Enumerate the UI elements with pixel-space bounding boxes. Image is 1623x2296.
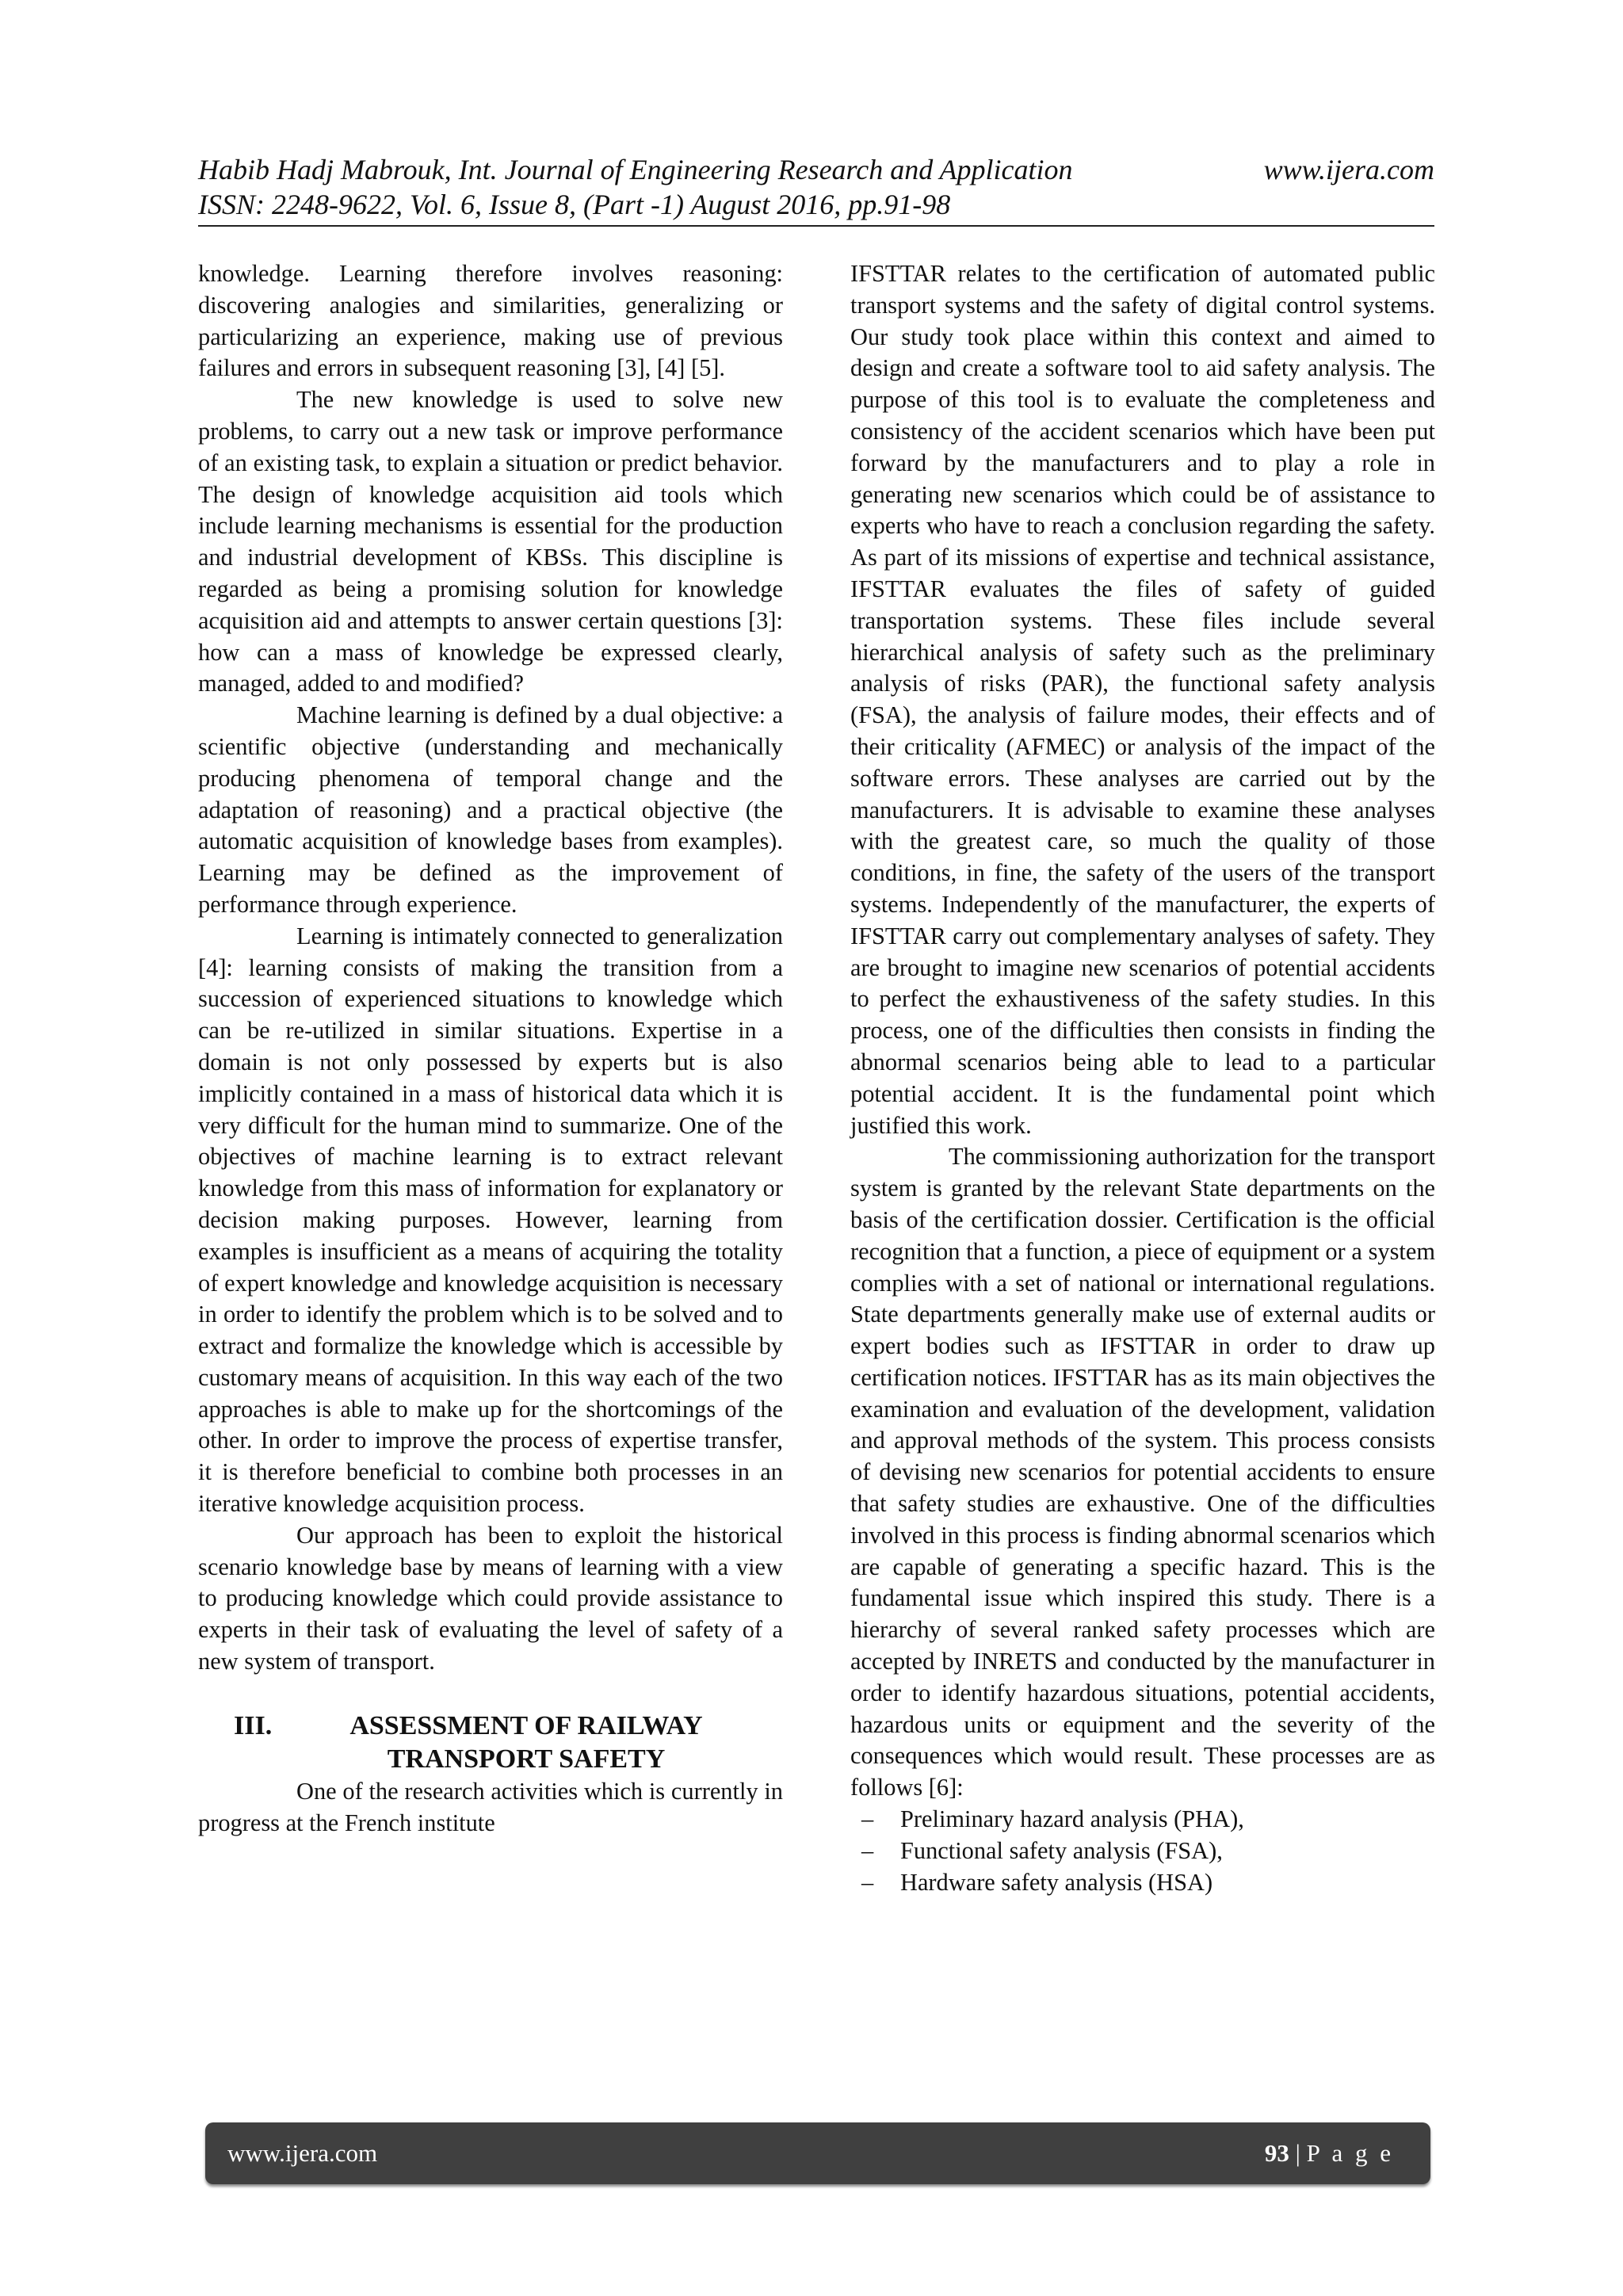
process-list [850,1804,1435,1898]
left-column [198,258,783,1839]
section-number: III. [234,1710,273,1740]
list-item: – Hardware safety analysis (HSA) [850,1867,1435,1899]
paragraph: knowledge. Learning therefore involves reasoning: discovering analogies and similarities, generalizing or particularizing an experience, making use of previous failures and errors in subsequent reasoning [3], [4] [5]. [198,260,783,382]
header-issn: ISSN: 2248-9622, Vol. 6, Issue 8, (Part -1) August 2016, pp.91-98 [198,189,951,220]
page-indicator [1265,2122,1394,2184]
header-citation: Habib Hadj Mabrouk, Int. Journal of Engineering Research and Application [198,154,1073,185]
right-column [850,258,1435,1898]
section-heading [198,1710,783,1776]
list-item: – Preliminary hazard analysis (PHA), [850,1804,1435,1836]
paragraph: Machine learning is defined by a dual objective: a scientific objective (understanding and mechanically producing phenomena of temporal change and the adaptation of reasoning) and a practical objective (the automatic acquisition of knowledge bases from examples). Learning may be defined as the improvement of performance through experience. [198,701,783,918]
header-line-1 [198,152,1434,187]
page-separator: | [1289,2139,1307,2167]
list-item: – Functional safety analysis (FSA), [850,1836,1435,1867]
paragraph: IFSTTAR relates to the certification of automated public transport systems and the safety of digital control systems. Our study took place within this context and aimed to design and create a software tool to aid safety analysis. The purpose of this tool is to evaluate the completeness and consistency of the accident scenarios which have been put forward by the manufacturers and to play a role in generating new scenarios which could be of assistance to experts who have to reach a conclusion regarding the safety. As part of its missions of expertise and technical assistance, IFSTTAR evaluates the files of safety of guided transportation systems. These files include several hierarchical analysis of safety such as the preliminary analysis of risks (PAR), the functional safety analysis (FSA), the analysis of failure modes, their effects and of their criticality (AFMEC) or analysis of the impact of the software errors. These analyses are carried out by the manufacturers. It is advisable to examine these analyses with the greatest care, so much the quality of those conditions, in fine, the safety of the users of the transport systems. Independently of the manufacturer, the experts of IFSTTAR carry out complementary analyses of safety. They are brought to imagine new scenarios of potential accidents to perfect the exhaustiveness of the safety studies. In this process, one of the difficulties then consists in finding the abnormal scenarios being able to lead to a particular potential accident. It is the fundamental point which justified this work. [850,260,1435,1139]
paragraph: Our approach has been to exploit the historical scenario knowledge base by means of learning with a view to producing knowledge which could provide assistance to experts in their task of evaluating the level of safety of a new system of transport. [198,1521,783,1675]
section-title-line-1: ASSESSMENT OF RAILWAY [349,1710,703,1740]
page-number: 93 [1264,2139,1289,2167]
section-title-line-2: TRANSPORT SAFETY [387,1744,666,1774]
paragraph: One of the research activities which is currently in progress at the French institute [198,1777,783,1836]
page-word: P a g e [1306,2139,1394,2167]
header-website: www.ijera.com [1263,154,1434,185]
running-header [198,152,1434,227]
footer-website: www.ijera.com [227,2139,378,2167]
page-footer [205,2122,1430,2184]
paragraph: The new knowledge is used to solve new problems, to carry out a new task or improve performance of an existing task, to explain a situation or predict behavior. The design of knowledge acquisition aid tools which include learning mechanisms is essential for the production and industrial development of KBSs. This discipline is regarded as being a promising solution for knowledge acquisition aid and attempts to answer certain questions [3]: how can a mass of knowledge be expressed clearly, managed, added to and modified? [198,386,783,697]
paragraph: The commissioning authorization for the transport system is granted by the relevant State departments on the basis of the certification dossier. Certification is the official recognition that a function, a piece of equipment or a system complies with a set of national or international regulations. State departments generally make use of external audits or expert bodies such as IFSTTAR in order to draw up certification notices. IFSTTAR has as its main objectives the examination and evaluation of the development, validation and approval methods of the system. This process consists of devising new scenarios for potential accidents to ensure that safety studies are exhaustive. One of the difficulties involved in this process is finding abnormal scenarios which are capable of generating a specific hazard. This is the fundamental issue which inspired this study. There is a hierarchy of several ranked safety processes which are accepted by INRETS and conducted by the manufacturer in order to identify hazardous situations, potential accidents, hazardous units or equipment and the severity of the consequences which would result. These processes are as follows [6]: [850,1143,1435,1801]
paragraph: Learning is intimately connected to generalization [4]: learning consists of making the transition from a succession of experienced situations to knowledge which can be re-utilized in similar situations. Expertise in a domain is not only possessed by experts but is also implicitly contained in a mass of historical data which it is very difficult for the human mind to summarize. One of the objectives of machine learning is to extract relevant knowledge from this mass of information for explanatory or decision making purposes. However, learning from examples is insufficient as a means of acquiring the totality of expert knowledge and knowledge acquisition is necessary in order to identify the problem which is to be solved and to extract and formalize the knowledge which is accessible by customary means of acquisition. In this way each of the two approaches is able to make up for the shortcomings of the other. In order to improve the process of expertise transfer, it is therefore beneficial to combine both processes in an iterative knowledge acquisition process. [198,922,783,1518]
